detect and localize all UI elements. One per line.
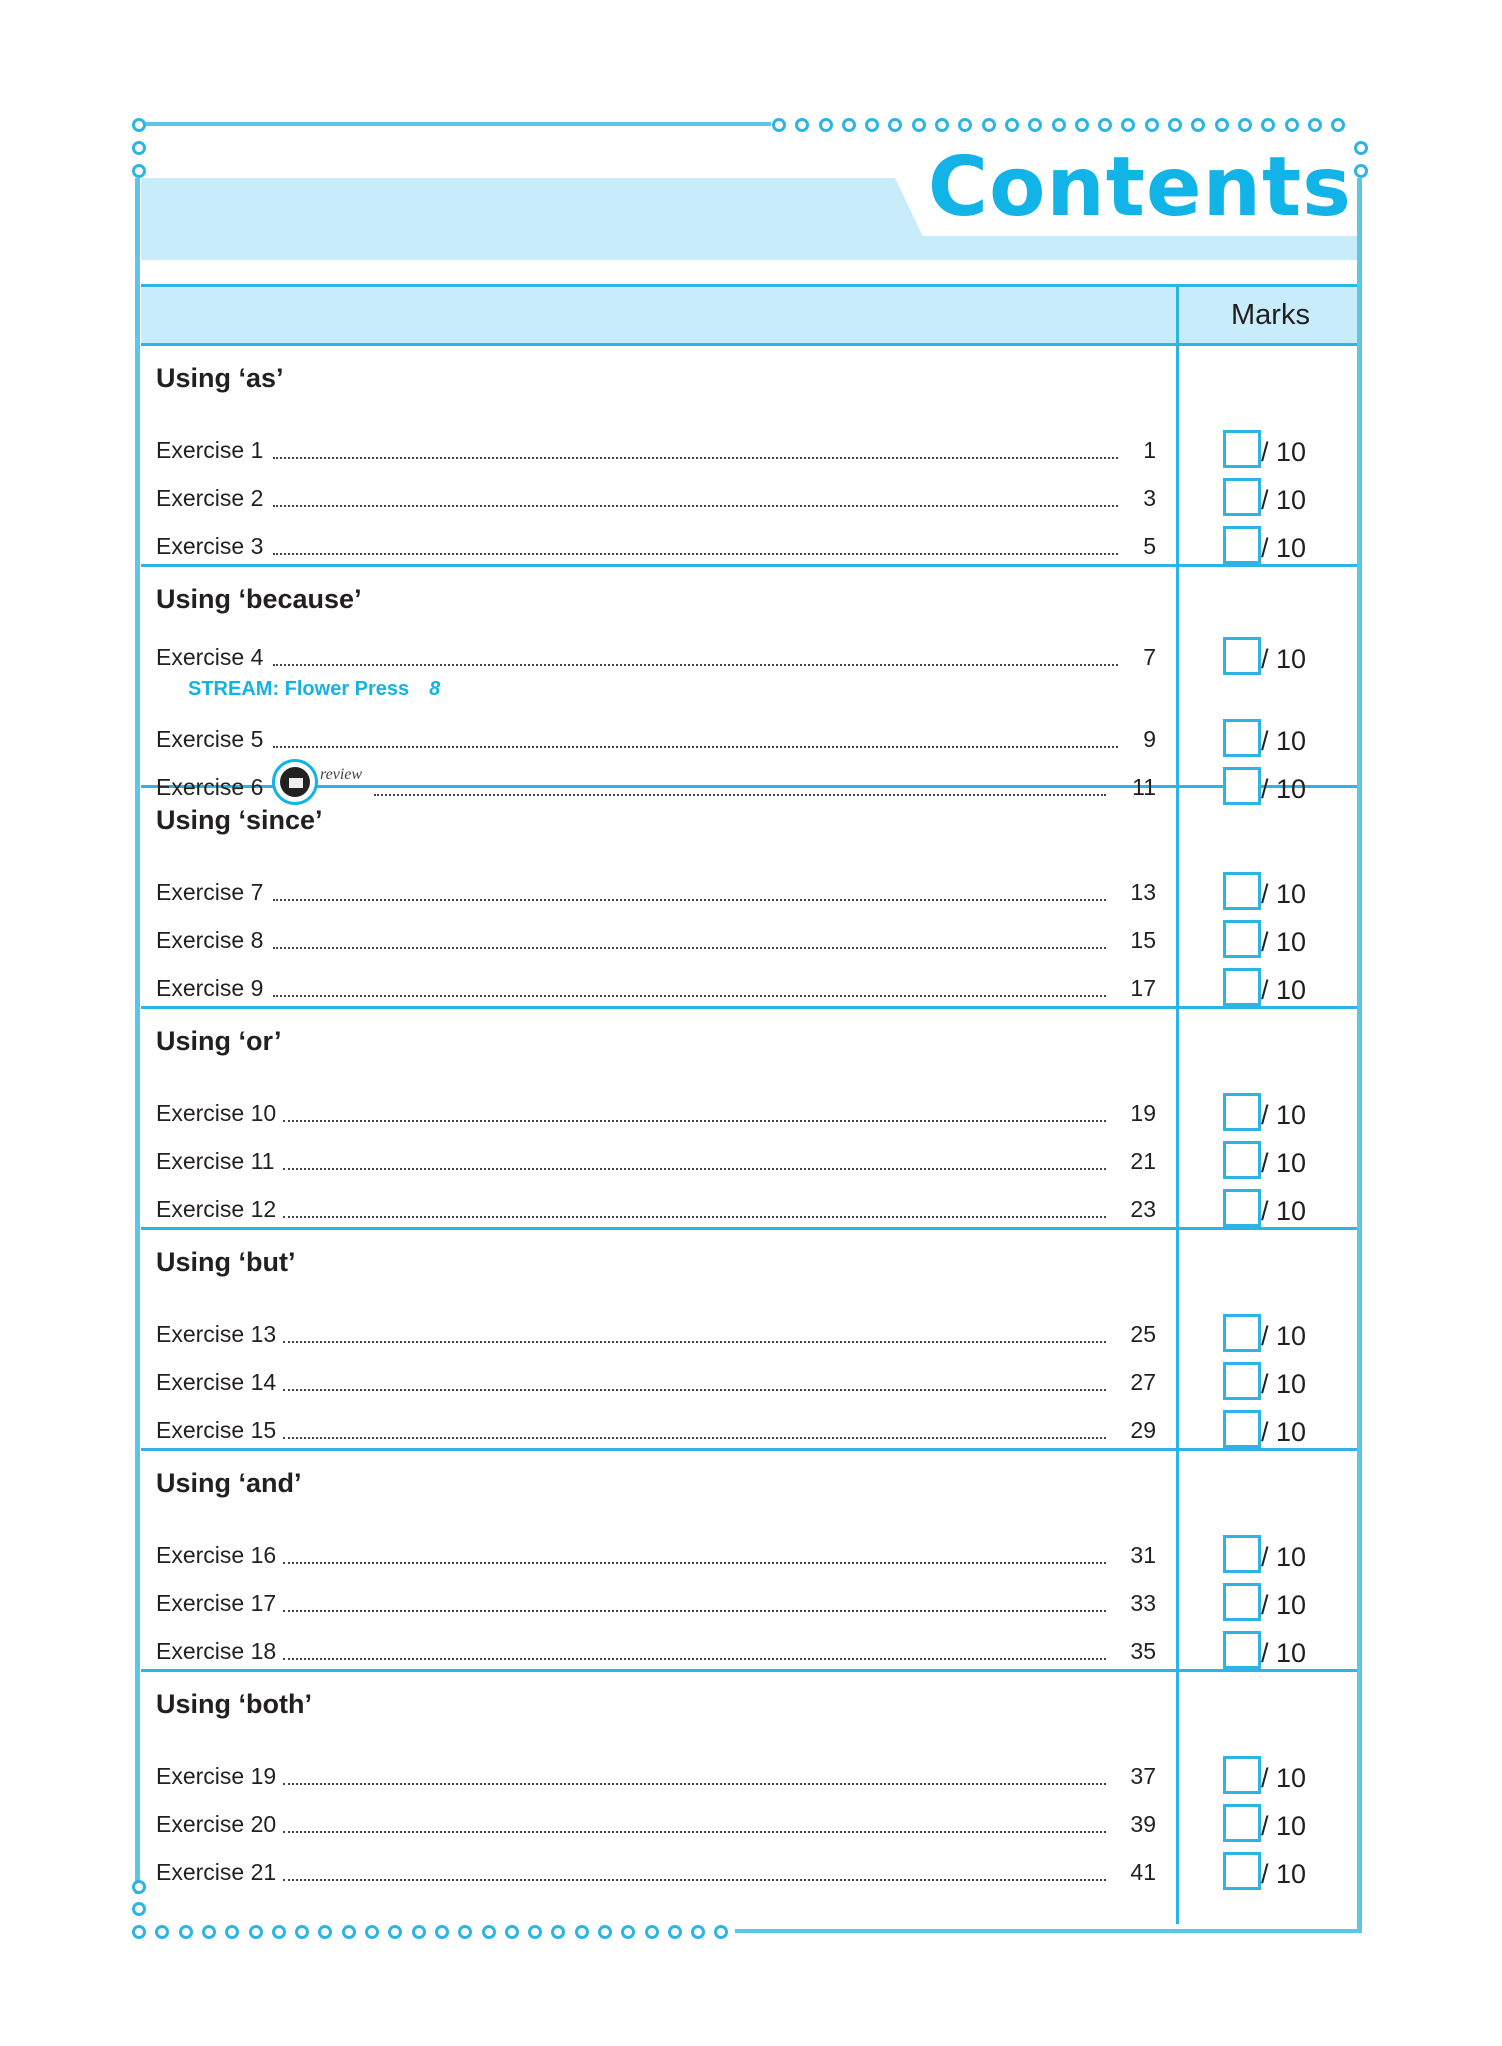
dot-leader <box>273 664 1118 666</box>
frame-dot <box>1098 118 1112 132</box>
dot-leader <box>283 1879 1106 1881</box>
frame-dot <box>528 1925 542 1939</box>
frame-bottom-line <box>735 1929 1362 1933</box>
mark-input-box[interactable] <box>1223 1093 1261 1131</box>
frame-dot <box>935 118 949 132</box>
dot-leader <box>283 1562 1106 1564</box>
exercise-row[interactable] <box>156 435 1361 475</box>
frame-dot <box>1052 118 1066 132</box>
exercise-row[interactable] <box>156 877 1361 917</box>
exercise-label: Exercise 16 <box>156 1542 277 1568</box>
page-number: 5 <box>1143 533 1156 559</box>
frame-dot <box>1191 118 1205 132</box>
frame-dot <box>1028 118 1042 132</box>
page-number: 15 <box>1130 927 1156 953</box>
mark-input-box[interactable] <box>1223 1141 1261 1179</box>
frame-dot <box>551 1925 565 1939</box>
mark-out-of: / 10 <box>1261 1859 1307 1889</box>
mark-out-of: / 10 <box>1261 726 1307 756</box>
dot-leader <box>283 1658 1106 1660</box>
exercise-label: Exercise 19 <box>156 1763 277 1789</box>
dot-leader <box>283 1120 1106 1122</box>
mark-out-of: / 10 <box>1261 1811 1307 1841</box>
section-title: Using ‘both’ <box>156 1689 312 1719</box>
dot-leader <box>273 995 1106 997</box>
mark-out-of: / 10 <box>1261 879 1307 909</box>
mark-out-of: / 10 <box>1261 644 1307 674</box>
page-number: 9 <box>1143 726 1156 752</box>
frame-dot <box>132 164 146 178</box>
mark-input-box[interactable] <box>1223 1189 1261 1227</box>
page-title: Contents <box>927 140 1352 235</box>
exercise-label: Exercise 21 <box>156 1859 277 1885</box>
frame-dot <box>225 1925 239 1939</box>
exercise-row[interactable] <box>156 1319 1361 1359</box>
exercise-row[interactable] <box>156 1857 1361 1897</box>
mark-out-of: / 10 <box>1261 1638 1307 1668</box>
page-number: 41 <box>1130 1859 1156 1885</box>
stream-label: STREAM: Flower Press <box>188 678 410 700</box>
mark-input-box[interactable] <box>1223 920 1261 958</box>
exercise-row[interactable] <box>156 1098 1361 1138</box>
dot-leader <box>273 899 1106 901</box>
exercise-label: Exercise 12 <box>156 1196 277 1222</box>
mark-out-of: / 10 <box>1261 927 1307 957</box>
page-number: 37 <box>1130 1763 1156 1789</box>
mark-out-of: / 10 <box>1261 774 1307 804</box>
mark-input-box[interactable] <box>1223 1410 1261 1448</box>
page-number: 39 <box>1130 1811 1156 1837</box>
frame-dot <box>272 1925 286 1939</box>
frame-dot <box>1285 118 1299 132</box>
frame-dot <box>1121 118 1135 132</box>
mark-out-of: / 10 <box>1261 975 1307 1005</box>
frame-dot <box>365 1925 379 1939</box>
frame-dot <box>155 1925 169 1939</box>
frame-dot <box>132 118 146 132</box>
mark-input-box[interactable] <box>1223 430 1261 468</box>
exercise-row[interactable] <box>156 642 1361 682</box>
frame-dot <box>1168 118 1182 132</box>
section <box>141 343 1357 567</box>
mark-input-box[interactable] <box>1223 1362 1261 1400</box>
exercise-row[interactable] <box>156 925 1361 965</box>
dot-leader <box>283 1389 1106 1391</box>
mark-out-of: / 10 <box>1261 1148 1307 1178</box>
mark-input-box[interactable] <box>1223 526 1261 564</box>
stream-row[interactable] <box>156 680 1361 720</box>
frame-dot <box>1354 141 1368 155</box>
frame-dot <box>179 1925 193 1939</box>
exercise-row[interactable] <box>156 1588 1361 1628</box>
frame-dot <box>714 1925 728 1939</box>
frame-dot <box>1238 118 1252 132</box>
exercise-label: Exercise 4 <box>156 644 264 670</box>
frame-dot <box>982 118 996 132</box>
frame-dot <box>912 118 926 132</box>
exercise-label: Exercise 3 <box>156 533 264 559</box>
page-number: 23 <box>1130 1196 1156 1222</box>
frame-dot <box>598 1925 612 1939</box>
mark-out-of: / 10 <box>1261 1321 1307 1351</box>
exercise-label: Exercise 15 <box>156 1417 277 1443</box>
frame-dot <box>575 1925 589 1939</box>
mark-out-of: / 10 <box>1261 485 1307 515</box>
frame-dot <box>1005 118 1019 132</box>
frame-dot <box>295 1925 309 1939</box>
page-number: 17 <box>1130 975 1156 1001</box>
dot-leader <box>283 1341 1106 1343</box>
dot-leader <box>283 1437 1106 1439</box>
exercise-row[interactable] <box>156 1809 1361 1849</box>
section-title: Using ‘or’ <box>156 1026 282 1056</box>
exercise-label: Exercise 18 <box>156 1638 277 1664</box>
section-title: Using ‘and’ <box>156 1468 302 1498</box>
section <box>141 1227 1357 1451</box>
section-title: Using ‘as’ <box>156 363 284 393</box>
exercise-label: Exercise 2 <box>156 485 264 511</box>
frame-dot <box>458 1925 472 1939</box>
exercise-label: Exercise 17 <box>156 1590 277 1616</box>
section <box>141 785 1357 1009</box>
page-number: 25 <box>1130 1321 1156 1347</box>
exercise-label: Exercise 7 <box>156 879 264 905</box>
dot-leader <box>283 1168 1106 1170</box>
mark-out-of: / 10 <box>1261 1590 1307 1620</box>
dot-leader <box>283 1610 1106 1612</box>
frame-dot <box>645 1925 659 1939</box>
mark-out-of: / 10 <box>1261 437 1307 467</box>
page-number: 19 <box>1130 1100 1156 1126</box>
frame-dot <box>795 118 809 132</box>
dot-leader <box>283 1783 1106 1785</box>
page-number: 11 <box>1132 774 1156 800</box>
frame-dot <box>505 1925 519 1939</box>
exercise-label: Exercise 10 <box>156 1100 277 1126</box>
exercise-label: Exercise 1 <box>156 437 264 463</box>
exercise-row[interactable] <box>156 1146 1361 1186</box>
dot-leader <box>273 553 1118 555</box>
page-number: 33 <box>1130 1590 1156 1616</box>
frame-dot <box>1354 164 1368 178</box>
mark-input-box[interactable] <box>1223 719 1261 757</box>
frame-dot <box>691 1925 705 1939</box>
exercise-label: Exercise 5 <box>156 726 264 752</box>
mark-input-box[interactable] <box>1223 872 1261 910</box>
mark-input-box[interactable] <box>1223 1631 1261 1669</box>
exercise-row[interactable] <box>156 1761 1361 1801</box>
mark-input-box[interactable] <box>1223 637 1261 675</box>
frame-dot <box>388 1925 402 1939</box>
exercise-row[interactable] <box>156 1367 1361 1407</box>
frame-dot <box>772 118 786 132</box>
frame-dot <box>1215 118 1229 132</box>
page-number: 29 <box>1130 1417 1156 1443</box>
mark-input-box[interactable] <box>1223 1314 1261 1352</box>
page-number: 1 <box>1143 437 1156 463</box>
exercise-row[interactable] <box>156 483 1361 523</box>
frame-dot <box>1331 118 1345 132</box>
frame-dot <box>318 1925 332 1939</box>
section-title: Using ‘because’ <box>156 584 362 614</box>
frame-dot <box>1261 118 1275 132</box>
exercise-label: Exercise 11 <box>156 1148 275 1174</box>
frame-dot <box>819 118 833 132</box>
frame-dot <box>1075 118 1089 132</box>
stream-page-number: 8 <box>429 678 441 700</box>
page-number: 7 <box>1143 644 1156 670</box>
mark-out-of: / 10 <box>1261 1196 1307 1226</box>
mark-out-of: / 10 <box>1261 1542 1307 1572</box>
section <box>141 1006 1357 1230</box>
mark-out-of: / 10 <box>1261 1369 1307 1399</box>
dot-leader <box>273 947 1106 949</box>
frame-dot <box>249 1925 263 1939</box>
mark-out-of: / 10 <box>1261 1417 1307 1447</box>
exercise-row[interactable] <box>156 724 1361 764</box>
exercise-label: Exercise 14 <box>156 1369 277 1395</box>
exercise-label: Exercise 20 <box>156 1811 277 1837</box>
frame-dot <box>668 1925 682 1939</box>
mark-input-box[interactable] <box>1223 1804 1261 1842</box>
dot-leader <box>283 1216 1106 1218</box>
contents-table <box>141 284 1357 1924</box>
mark-input-box[interactable] <box>1223 1756 1261 1794</box>
section <box>141 1669 1357 1890</box>
page-number: 13 <box>1130 879 1156 905</box>
section-title: Using ‘since’ <box>156 805 323 835</box>
page-number: 35 <box>1130 1638 1156 1664</box>
review-label: review <box>320 766 363 783</box>
frame-dot <box>1145 118 1159 132</box>
frame-dot <box>132 1925 146 1939</box>
mark-out-of: / 10 <box>1261 1100 1307 1130</box>
frame-dot <box>202 1925 216 1939</box>
frame-dot <box>412 1925 426 1939</box>
frame-dot <box>435 1925 449 1939</box>
section-title: Using ‘but’ <box>156 1247 296 1277</box>
dot-leader <box>273 457 1118 459</box>
page-number: 21 <box>1130 1148 1156 1174</box>
mark-input-box[interactable] <box>1223 1535 1261 1573</box>
frame-dot <box>132 141 146 155</box>
exercise-label: Exercise 9 <box>156 975 264 1001</box>
frame-dot <box>958 118 972 132</box>
stream-link[interactable] <box>188 678 440 701</box>
frame-left-line <box>135 178 140 1894</box>
frame-dot <box>888 118 902 132</box>
mark-input-box[interactable] <box>1223 1583 1261 1621</box>
page-number: 3 <box>1143 485 1156 511</box>
mark-out-of: / 10 <box>1261 533 1307 563</box>
exercise-label: Exercise 8 <box>156 927 264 953</box>
table-header <box>141 284 1357 346</box>
frame-dot <box>621 1925 635 1939</box>
exercise-label: Exercise 13 <box>156 1321 277 1347</box>
dot-leader <box>283 1831 1106 1833</box>
exercise-label: Exercise 6 <box>156 774 264 800</box>
dot-leader <box>273 746 1118 748</box>
section <box>141 564 1357 804</box>
mark-input-box[interactable] <box>1223 968 1261 1006</box>
frame-dot <box>842 118 856 132</box>
exercise-row[interactable] <box>156 1540 1361 1580</box>
section <box>141 1448 1357 1672</box>
mark-out-of: / 10 <box>1261 1763 1307 1793</box>
page-number: 27 <box>1130 1369 1156 1395</box>
dot-leader <box>273 505 1118 507</box>
marks-header: Marks <box>1231 299 1310 331</box>
mark-input-box[interactable] <box>1223 1852 1261 1890</box>
frame-dot <box>865 118 879 132</box>
frame-dot <box>1308 118 1322 132</box>
mark-input-box[interactable] <box>1223 478 1261 516</box>
frame-dot <box>342 1925 356 1939</box>
frame-top-line <box>141 122 771 126</box>
page-number: 31 <box>1130 1542 1156 1568</box>
frame-dot <box>482 1925 496 1939</box>
